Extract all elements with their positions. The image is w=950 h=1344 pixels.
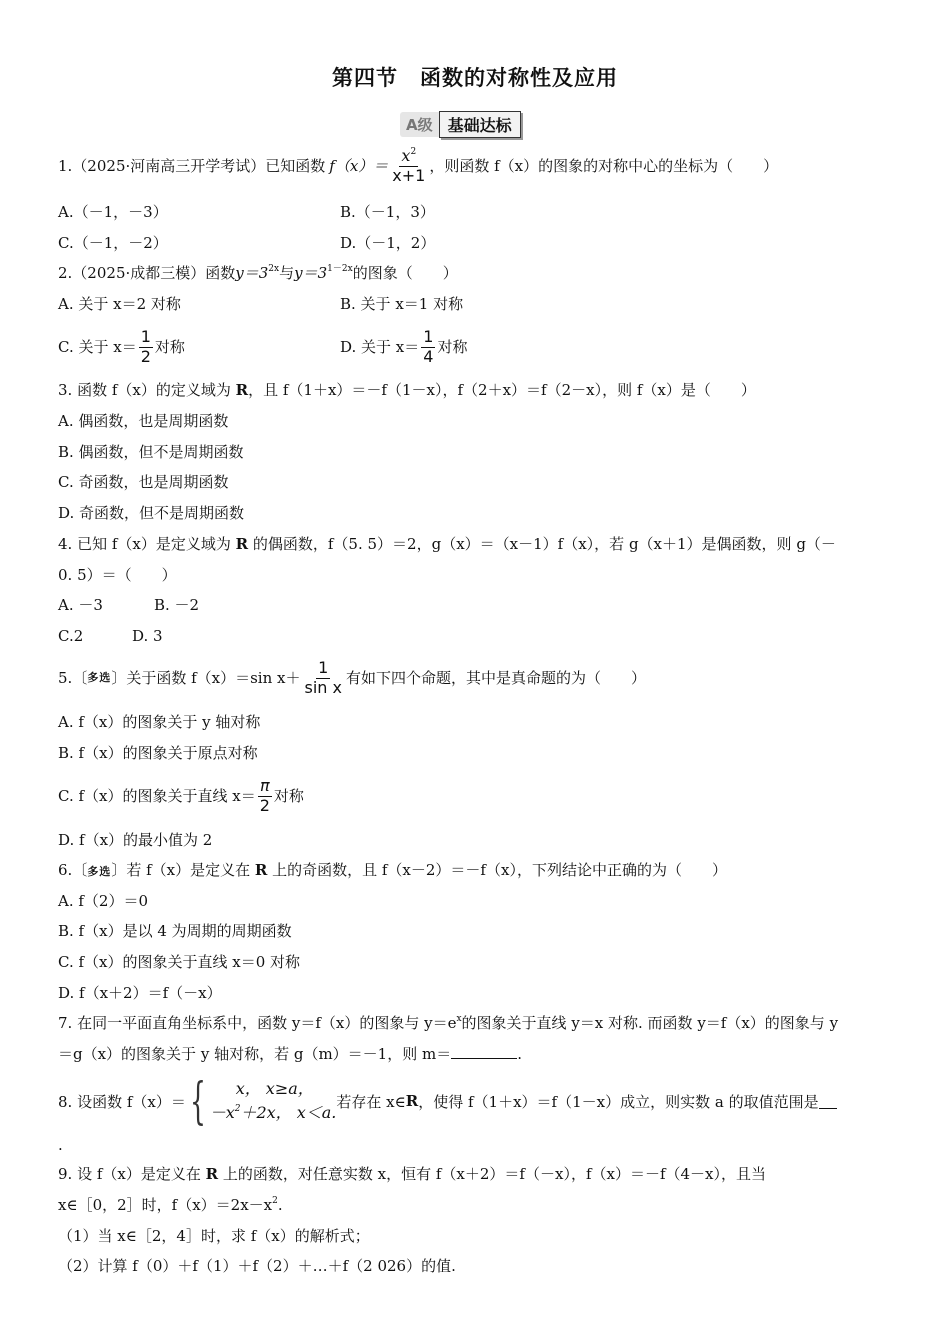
- q2-option-a: A. 关于 x＝2 对称: [58, 295, 181, 313]
- question-7: [58, 1012, 838, 1034]
- q3-option-d: D. 奇函数，但不是周期函数: [58, 504, 245, 522]
- q1-num-exp: 2: [410, 147, 417, 158]
- q2-option-d: [340, 325, 467, 369]
- q1-prefix: 1.（2025·河南高三开学考试）已知函数: [58, 157, 326, 175]
- q7-p1: 7. 在同一平面直角坐标系中，函数 y＝f（x）的图象与 y＝e: [58, 1014, 457, 1032]
- q7-p2: 的图象关于直线 y＝x 对称. 而函数 y＝f（x）的图象与 y: [461, 1014, 839, 1032]
- q2-optc-pre: C. 关于 x＝: [58, 338, 137, 356]
- q2-p1: 2.（2025·成都三模）函数: [58, 264, 236, 282]
- q5-num: 1: [318, 658, 329, 678]
- q6-option-a: A. f（2）＝0: [58, 892, 149, 910]
- q2-optc-den: 2: [140, 346, 151, 366]
- q9-line2a: x∈［0，2］时，f（x）＝2x－x: [58, 1196, 273, 1214]
- question-3: [58, 379, 756, 401]
- q3-option-c: C. 奇函数，也是周期函数: [58, 473, 229, 491]
- q8-line2: .: [58, 1136, 63, 1154]
- q2-optc-suffix: 对称: [154, 338, 185, 356]
- q2-optc-num: 1: [140, 327, 151, 347]
- q2-optd-den: 4: [423, 346, 434, 366]
- q4-R: R: [235, 535, 249, 553]
- q3-p1: 3. 函数 f（x）的定义域为: [58, 381, 236, 399]
- q4-option-a: A. －3: [58, 596, 103, 614]
- q7-exp: x: [456, 1014, 462, 1024]
- level-label: 基础达标: [439, 111, 521, 138]
- q6-p1: 6.〔: [58, 861, 88, 879]
- q9-p1: 9. 设 f（x）是定义在: [58, 1165, 206, 1183]
- q9-p2: 上的函数，对任意实数 x，恒有 f（x＋2）＝f（－x），f（x）＝－f（4－x），且当: [218, 1165, 767, 1183]
- q5-multi-badge: 多选: [87, 671, 112, 684]
- q8-case1: x， x≥a，: [235, 1079, 314, 1098]
- q8-case2a: －x: [209, 1103, 235, 1122]
- q8-case2b: ＋2x， x＜a.: [240, 1103, 337, 1122]
- q6-option-b: B. f（x）是以 4 为周期的周期函数: [58, 922, 292, 940]
- q9-R: R: [205, 1165, 219, 1183]
- q2-e1: 2x: [268, 264, 280, 274]
- q2-optd-suffix: 对称: [437, 338, 468, 356]
- q5-optc-num: π: [259, 776, 270, 796]
- q2-mid: 与: [279, 264, 295, 282]
- q5-optc-frac: [258, 777, 272, 815]
- q6-option-d: D. f（x＋2）＝f（－x）: [58, 984, 222, 1002]
- level-tag: A级: [400, 112, 439, 137]
- question-1: [58, 143, 778, 189]
- q4-p2: 的偶函数，f（5. 5）＝2，g（x）＝（x－1）f（x），若 g（x＋1）是偶函数，则 g（－: [248, 535, 836, 553]
- q1-option-c: C.（－1，－2）: [58, 234, 168, 252]
- question-4: [58, 533, 836, 555]
- q2-option-b: B. 关于 x＝1 对称: [340, 295, 464, 313]
- q1-suffix: ，则函数 f（x）的图象的对称中心的坐标为（ ）: [429, 157, 779, 175]
- question-5: [58, 655, 646, 701]
- question-2: [58, 262, 458, 284]
- q8-brace: {: [189, 1072, 206, 1130]
- q1-option-d: D.（－1，2）: [340, 234, 436, 252]
- q2-p2: 的图象（ ）: [352, 264, 458, 282]
- q4-option-d: D. 3: [132, 627, 163, 645]
- q4-option-c: C.2: [58, 627, 84, 645]
- q6-R: R: [254, 861, 268, 879]
- q2-optd-num: 1: [423, 327, 434, 347]
- q1-num: x: [401, 146, 411, 166]
- q3-option-a: A. 偶函数，也是周期函数: [58, 412, 229, 430]
- q4-p1: 4. 已知 f（x）是定义域为: [58, 535, 236, 553]
- q4-line2: 0. 5）＝（ ）: [58, 566, 177, 584]
- q5-p2: 〕关于函数 f（x）＝sin x＋: [111, 669, 301, 687]
- q9-line2: [58, 1194, 283, 1216]
- q5-p1: 5.〔: [58, 669, 88, 687]
- q5-option-c: [58, 773, 304, 819]
- q9-sub2: （2）计算 f（0）＋f（1）＋f（2）＋…＋f（2 026）的值.: [58, 1257, 456, 1275]
- q3-R: R: [235, 381, 249, 399]
- q7-answer-blank[interactable]: [451, 1044, 517, 1059]
- q3-option-b: B. 偶函数，但不是周期函数: [58, 443, 244, 461]
- q8-answer-blank[interactable]: [819, 1094, 837, 1109]
- q1-fraction: [390, 147, 427, 185]
- q2-option-c: [58, 325, 185, 369]
- q2-optd-pre: D. 关于 x＝: [340, 338, 420, 356]
- q4-option-b: B. －2: [154, 596, 200, 614]
- q8-p2: 若存在 x∈: [336, 1092, 406, 1111]
- level-badge: [400, 110, 521, 138]
- q5-den: sin x: [304, 677, 342, 697]
- q5-optc-den: 2: [259, 795, 270, 815]
- q6-option-c: C. f（x）的图象关于直线 x＝0 对称: [58, 953, 301, 971]
- q3-p2: ，且 f（1＋x）＝－f（1－x），f（2＋x）＝f（2－x），则 f（x）是（ ）: [248, 381, 756, 399]
- q7-line2-text: ＝g（x）的图象关于 y 轴对称，若 g（m）＝－1，则 m＝: [58, 1045, 452, 1063]
- q8-p1: 8. 设函数 f（x）＝: [58, 1092, 186, 1111]
- q9-sub1: （1）当 x∈［2，4］时，求 f（x）的解析式；: [58, 1227, 370, 1245]
- q1-option-a: A.（－1，－3）: [58, 203, 168, 221]
- q6-p3: 上的奇函数，且 f（x－2）＝－f（x），下列结论中正确的为（ ）: [267, 861, 727, 879]
- q5-option-b: B. f（x）的图象关于原点对称: [58, 744, 258, 762]
- q6-multi-badge: 多选: [87, 865, 112, 878]
- q2-y1: y＝3: [235, 264, 269, 282]
- question-6: [58, 859, 727, 883]
- q8-case2-exp: 2: [234, 1104, 241, 1114]
- q2-y2: y＝3: [294, 264, 328, 282]
- q1-fx: f（x）＝: [329, 157, 389, 175]
- question-8: [58, 1072, 837, 1130]
- page-title: 第四节 函数的对称性及应用: [332, 66, 618, 90]
- q8-p3: ，使得 f（1＋x）＝f（1－x）成立，则实数 a 的取值范围是: [418, 1092, 819, 1111]
- q5-option-d: D. f（x）的最小值为 2: [58, 831, 213, 849]
- q5-fraction: [302, 659, 343, 697]
- q8-cases: [210, 1077, 337, 1125]
- question-9: [58, 1163, 766, 1185]
- q5-optc-pre: C. f（x）的图象关于直线 x＝: [58, 787, 256, 805]
- q1-den: x+1: [392, 165, 426, 185]
- q2-optc-frac: [139, 328, 153, 366]
- q7-line2: [58, 1043, 522, 1065]
- q9-line2b: .: [277, 1196, 283, 1214]
- q5-optc-suffix: 对称: [273, 787, 304, 805]
- q8-R: R: [405, 1092, 419, 1110]
- q8-case2: [210, 1101, 337, 1125]
- q5-option-a: A. f（x）的图象关于 y 轴对称: [58, 713, 261, 731]
- q7-end: .: [517, 1045, 522, 1063]
- q6-p2: 〕若 f（x）是定义在: [111, 861, 255, 879]
- q5-p3: 有如下四个命题，其中是真命题的为（ ）: [345, 669, 646, 687]
- q9-exp: 2: [272, 1196, 278, 1206]
- q1-option-b: B.（－1，3）: [340, 203, 435, 221]
- q2-optd-frac: [421, 328, 435, 366]
- q2-e2: 1－2x: [327, 264, 353, 274]
